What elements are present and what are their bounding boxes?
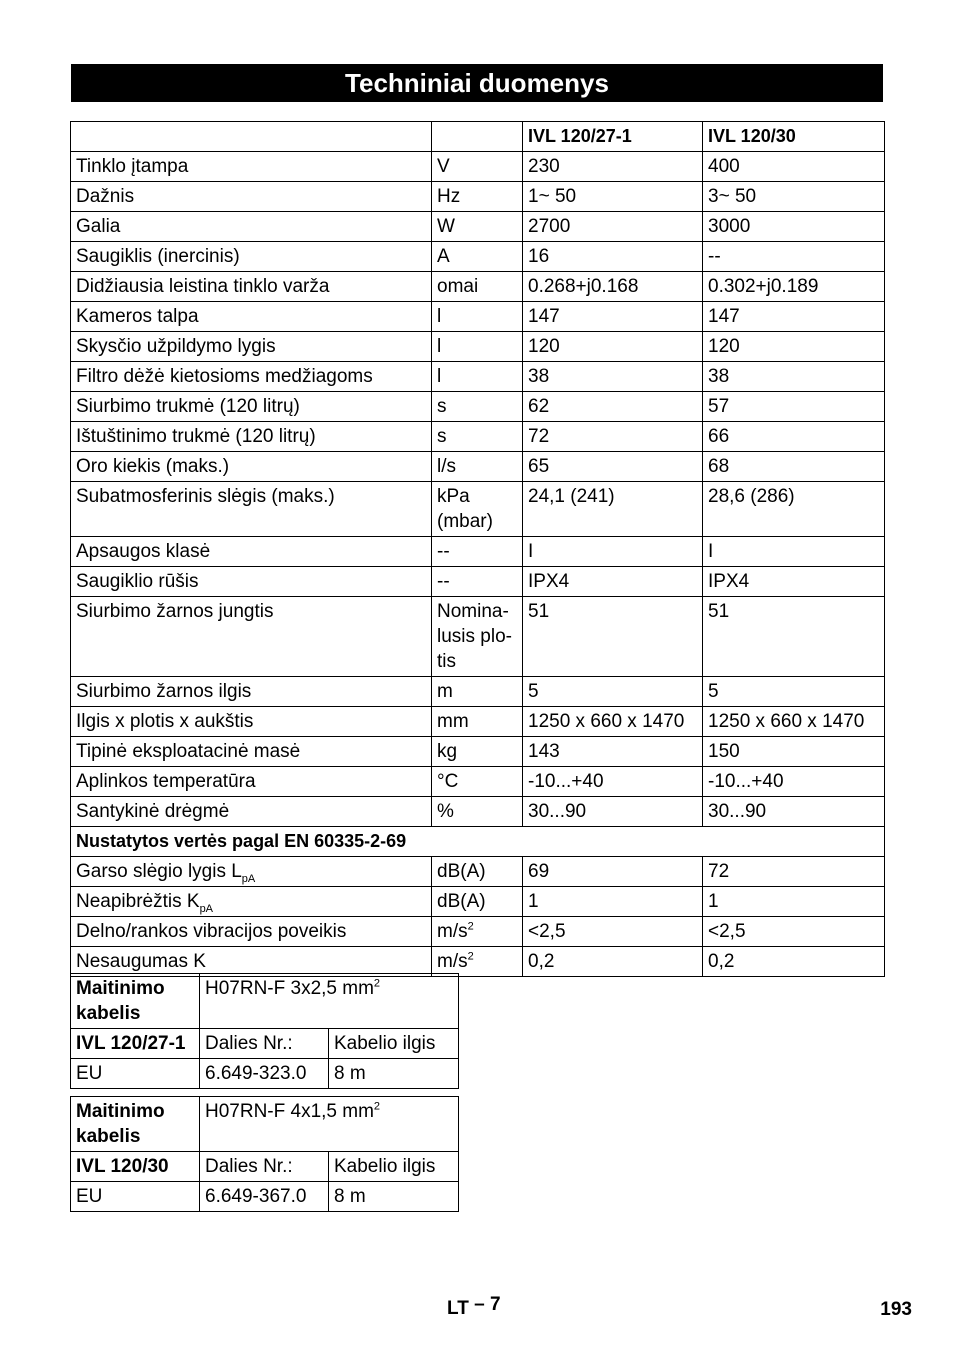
row-value-model-1: 38 [523, 362, 703, 392]
cable-col-part: Dalies Nr.: [200, 1152, 329, 1182]
row-unit: dB(A) [432, 887, 523, 917]
row-value-model-1: -10...+40 [523, 767, 703, 797]
row-label: Skysčio užpildymo lygis [71, 332, 432, 362]
row-value-model-2: <2,5 [703, 917, 885, 947]
row-value-model-1: 30...90 [523, 797, 703, 827]
row-value-model-2: -10...+40 [703, 767, 885, 797]
row-value-model-1: 65 [523, 452, 703, 482]
table-row [71, 797, 885, 827]
row-value-model-2: 72 [703, 857, 885, 887]
table-row [71, 272, 885, 302]
cable-length: 8 m [329, 1059, 459, 1089]
row-value-model-1: 51 [523, 597, 703, 677]
row-value-model-1: 0,2 [523, 947, 703, 977]
row-value-model-2: 147 [703, 302, 885, 332]
row-unit: l [432, 332, 523, 362]
row-value-model-1: 147 [523, 302, 703, 332]
row-value-model-1: 2700 [523, 212, 703, 242]
row-label: Galia [71, 212, 432, 242]
row-label: Garso slėgio lygis $L_{pA}$ [71, 857, 432, 887]
section-row [71, 827, 885, 857]
row-value-model-2: 3~ 50 [703, 182, 885, 212]
row-label: Didžiausia leistina tinklo varža [71, 272, 432, 302]
row-label: Apsaugos klasė [71, 537, 432, 567]
row-label: Ištuštinimo trukmė (120 litrų) [71, 422, 432, 452]
row-label: Saugiklis (inercinis) [71, 242, 432, 272]
table-row [71, 332, 885, 362]
row-value-model-1: 62 [523, 392, 703, 422]
row-label: Santykinė drėgmė [71, 797, 432, 827]
row-unit: dB(A) [432, 857, 523, 887]
table-row [71, 887, 885, 917]
row-value-model-2: 0,2 [703, 947, 885, 977]
cable-length: 8 m [329, 1182, 459, 1212]
row-value-model-1: 1250 x 660 x 1470 [523, 707, 703, 737]
header-cell-model-1: IVL 120/27-1 [523, 122, 703, 152]
row-value-model-2: 51 [703, 597, 885, 677]
row-value-model-1: 1~ 50 [523, 182, 703, 212]
table-row [71, 452, 885, 482]
row-label: Neapibrėžtis $K_{pA}$ [71, 887, 432, 917]
cable-col-length: Kabelio ilgis [329, 1152, 459, 1182]
row-value-model-1: IPX4 [523, 567, 703, 597]
row-unit: l [432, 302, 523, 332]
row-label: Filtro dėžė kietosioms medžiagoms [71, 362, 432, 392]
row-value-model-2: 1 [703, 887, 885, 917]
row-label: Dažnis [71, 182, 432, 212]
table-row [71, 767, 885, 797]
table-row [71, 947, 885, 977]
row-unit: kPa (mbar) [432, 482, 523, 537]
cable-col-part: Dalies Nr.: [200, 1029, 329, 1059]
row-value-model-1: 72 [523, 422, 703, 452]
row-unit: V [432, 152, 523, 182]
cable-part-number: 6.649-367.0 [200, 1182, 329, 1212]
row-label: Tipinė eksploatacinė masė [71, 737, 432, 767]
row-value-model-1: 24,1 (241) [523, 482, 703, 537]
header-cell-model-2: IVL 120/30 [703, 122, 885, 152]
row-label: Oro kiekis (maks.) [71, 452, 432, 482]
row-unit: % [432, 797, 523, 827]
row-value-model-1: 143 [523, 737, 703, 767]
row-unit: W [432, 212, 523, 242]
row-label: Aplinkos temperatūra [71, 767, 432, 797]
cable-head: Maitinimo kabelis [71, 974, 200, 1029]
row-value-model-1: <2,5 [523, 917, 703, 947]
row-label: Siurbimo žarnos ilgis [71, 677, 432, 707]
row-unit: l/s [432, 452, 523, 482]
header-cell-unit [432, 122, 523, 152]
cable-table-ivl-120-27-1 [70, 973, 459, 1089]
row-unit: $m/s^2$ [432, 917, 523, 947]
table-row [71, 392, 885, 422]
row-value-model-2: 0.302+j0.189 [703, 272, 885, 302]
table-header-row [71, 122, 885, 152]
cable-region: EU [71, 1059, 200, 1089]
row-value-model-1: 120 [523, 332, 703, 362]
row-unit: °C [432, 767, 523, 797]
row-value-model-2: 38 [703, 362, 885, 392]
row-value-model-1: 230 [523, 152, 703, 182]
header-cell-label [71, 122, 432, 152]
row-value-model-2: 3000 [703, 212, 885, 242]
row-label: Kameros talpa [71, 302, 432, 332]
row-value-model-2: 120 [703, 332, 885, 362]
row-label: Subatmosferinis slėgis (maks.) [71, 482, 432, 537]
row-unit: l [432, 362, 523, 392]
table-row [71, 917, 885, 947]
table-row [71, 362, 885, 392]
page-number: 193 [880, 1299, 912, 1320]
page-title: Techniniai duomenys [71, 64, 883, 102]
row-unit: omai [432, 272, 523, 302]
cable-region: EU [71, 1182, 200, 1212]
table-row [71, 597, 885, 677]
table-row [71, 677, 885, 707]
footer-language: LT – 7 [447, 1294, 501, 1319]
table-row [71, 537, 885, 567]
table-row [71, 422, 885, 452]
row-label: Siurbimo žarnos jungtis [71, 597, 432, 677]
row-label: Delno/rankos vibracijos poveikis [71, 917, 432, 947]
cable-model: IVL 120/27-1 [71, 1029, 200, 1059]
row-unit: kg [432, 737, 523, 767]
row-value-model-1: 16 [523, 242, 703, 272]
row-label: Siurbimo trukmė (120 litrų) [71, 392, 432, 422]
row-unit: Nomina- lusis plo- tis [432, 597, 523, 677]
table-row [71, 212, 885, 242]
row-unit: s [432, 392, 523, 422]
cable-spec: H07RN-F 3x2,5 $mm^2$ [200, 974, 459, 1029]
row-value-model-2: 28,6 (286) [703, 482, 885, 537]
row-value-model-2: IPX4 [703, 567, 885, 597]
row-label: Tinklo įtampa [71, 152, 432, 182]
table-row [71, 302, 885, 332]
table-row [71, 242, 885, 272]
row-value-model-2: 150 [703, 737, 885, 767]
row-value-model-2: 66 [703, 422, 885, 452]
cable-head: Maitinimo kabelis [71, 1097, 200, 1152]
row-unit: Hz [432, 182, 523, 212]
row-label: Saugiklio rūšis [71, 567, 432, 597]
cable-part-number: 6.649-323.0 [200, 1059, 329, 1089]
section-title: Nustatytos vertės pagal EN 60335-2-69 [71, 827, 885, 857]
row-unit: mm [432, 707, 523, 737]
table-row [71, 737, 885, 767]
cable-table-ivl-120-30 [70, 1096, 459, 1212]
row-unit: $m/s^2$ [432, 947, 523, 977]
row-unit: -- [432, 537, 523, 567]
table-row [71, 567, 885, 597]
row-unit: -- [432, 567, 523, 597]
row-value-model-2: -- [703, 242, 885, 272]
row-value-model-2: 1250 x 660 x 1470 [703, 707, 885, 737]
row-value-model-1: 0.268+j0.168 [523, 272, 703, 302]
row-value-model-2: I [703, 537, 885, 567]
row-value-model-2: 5 [703, 677, 885, 707]
row-unit: m [432, 677, 523, 707]
row-label: Nesaugumas K [71, 947, 432, 977]
table-row [71, 182, 885, 212]
table-row [71, 707, 885, 737]
technical-data-table [70, 121, 885, 977]
row-value-model-2: 68 [703, 452, 885, 482]
row-value-model-2: 400 [703, 152, 885, 182]
row-value-model-1: 5 [523, 677, 703, 707]
row-label: Ilgis x plotis x aukštis [71, 707, 432, 737]
table-row [71, 857, 885, 887]
row-value-model-1: 69 [523, 857, 703, 887]
footer-page-label: – 7 [474, 1294, 501, 1315]
table-row [71, 482, 885, 537]
row-value-model-2: 30...90 [703, 797, 885, 827]
row-unit: s [432, 422, 523, 452]
cable-spec: H07RN-F 4x1,5 $mm^2$ [200, 1097, 459, 1152]
row-value-model-1: I [523, 537, 703, 567]
row-unit: A [432, 242, 523, 272]
cable-model: IVL 120/30 [71, 1152, 200, 1182]
row-value-model-2: 57 [703, 392, 885, 422]
table-row [71, 152, 885, 182]
row-value-model-1: 1 [523, 887, 703, 917]
cable-col-length: Kabelio ilgis [329, 1029, 459, 1059]
